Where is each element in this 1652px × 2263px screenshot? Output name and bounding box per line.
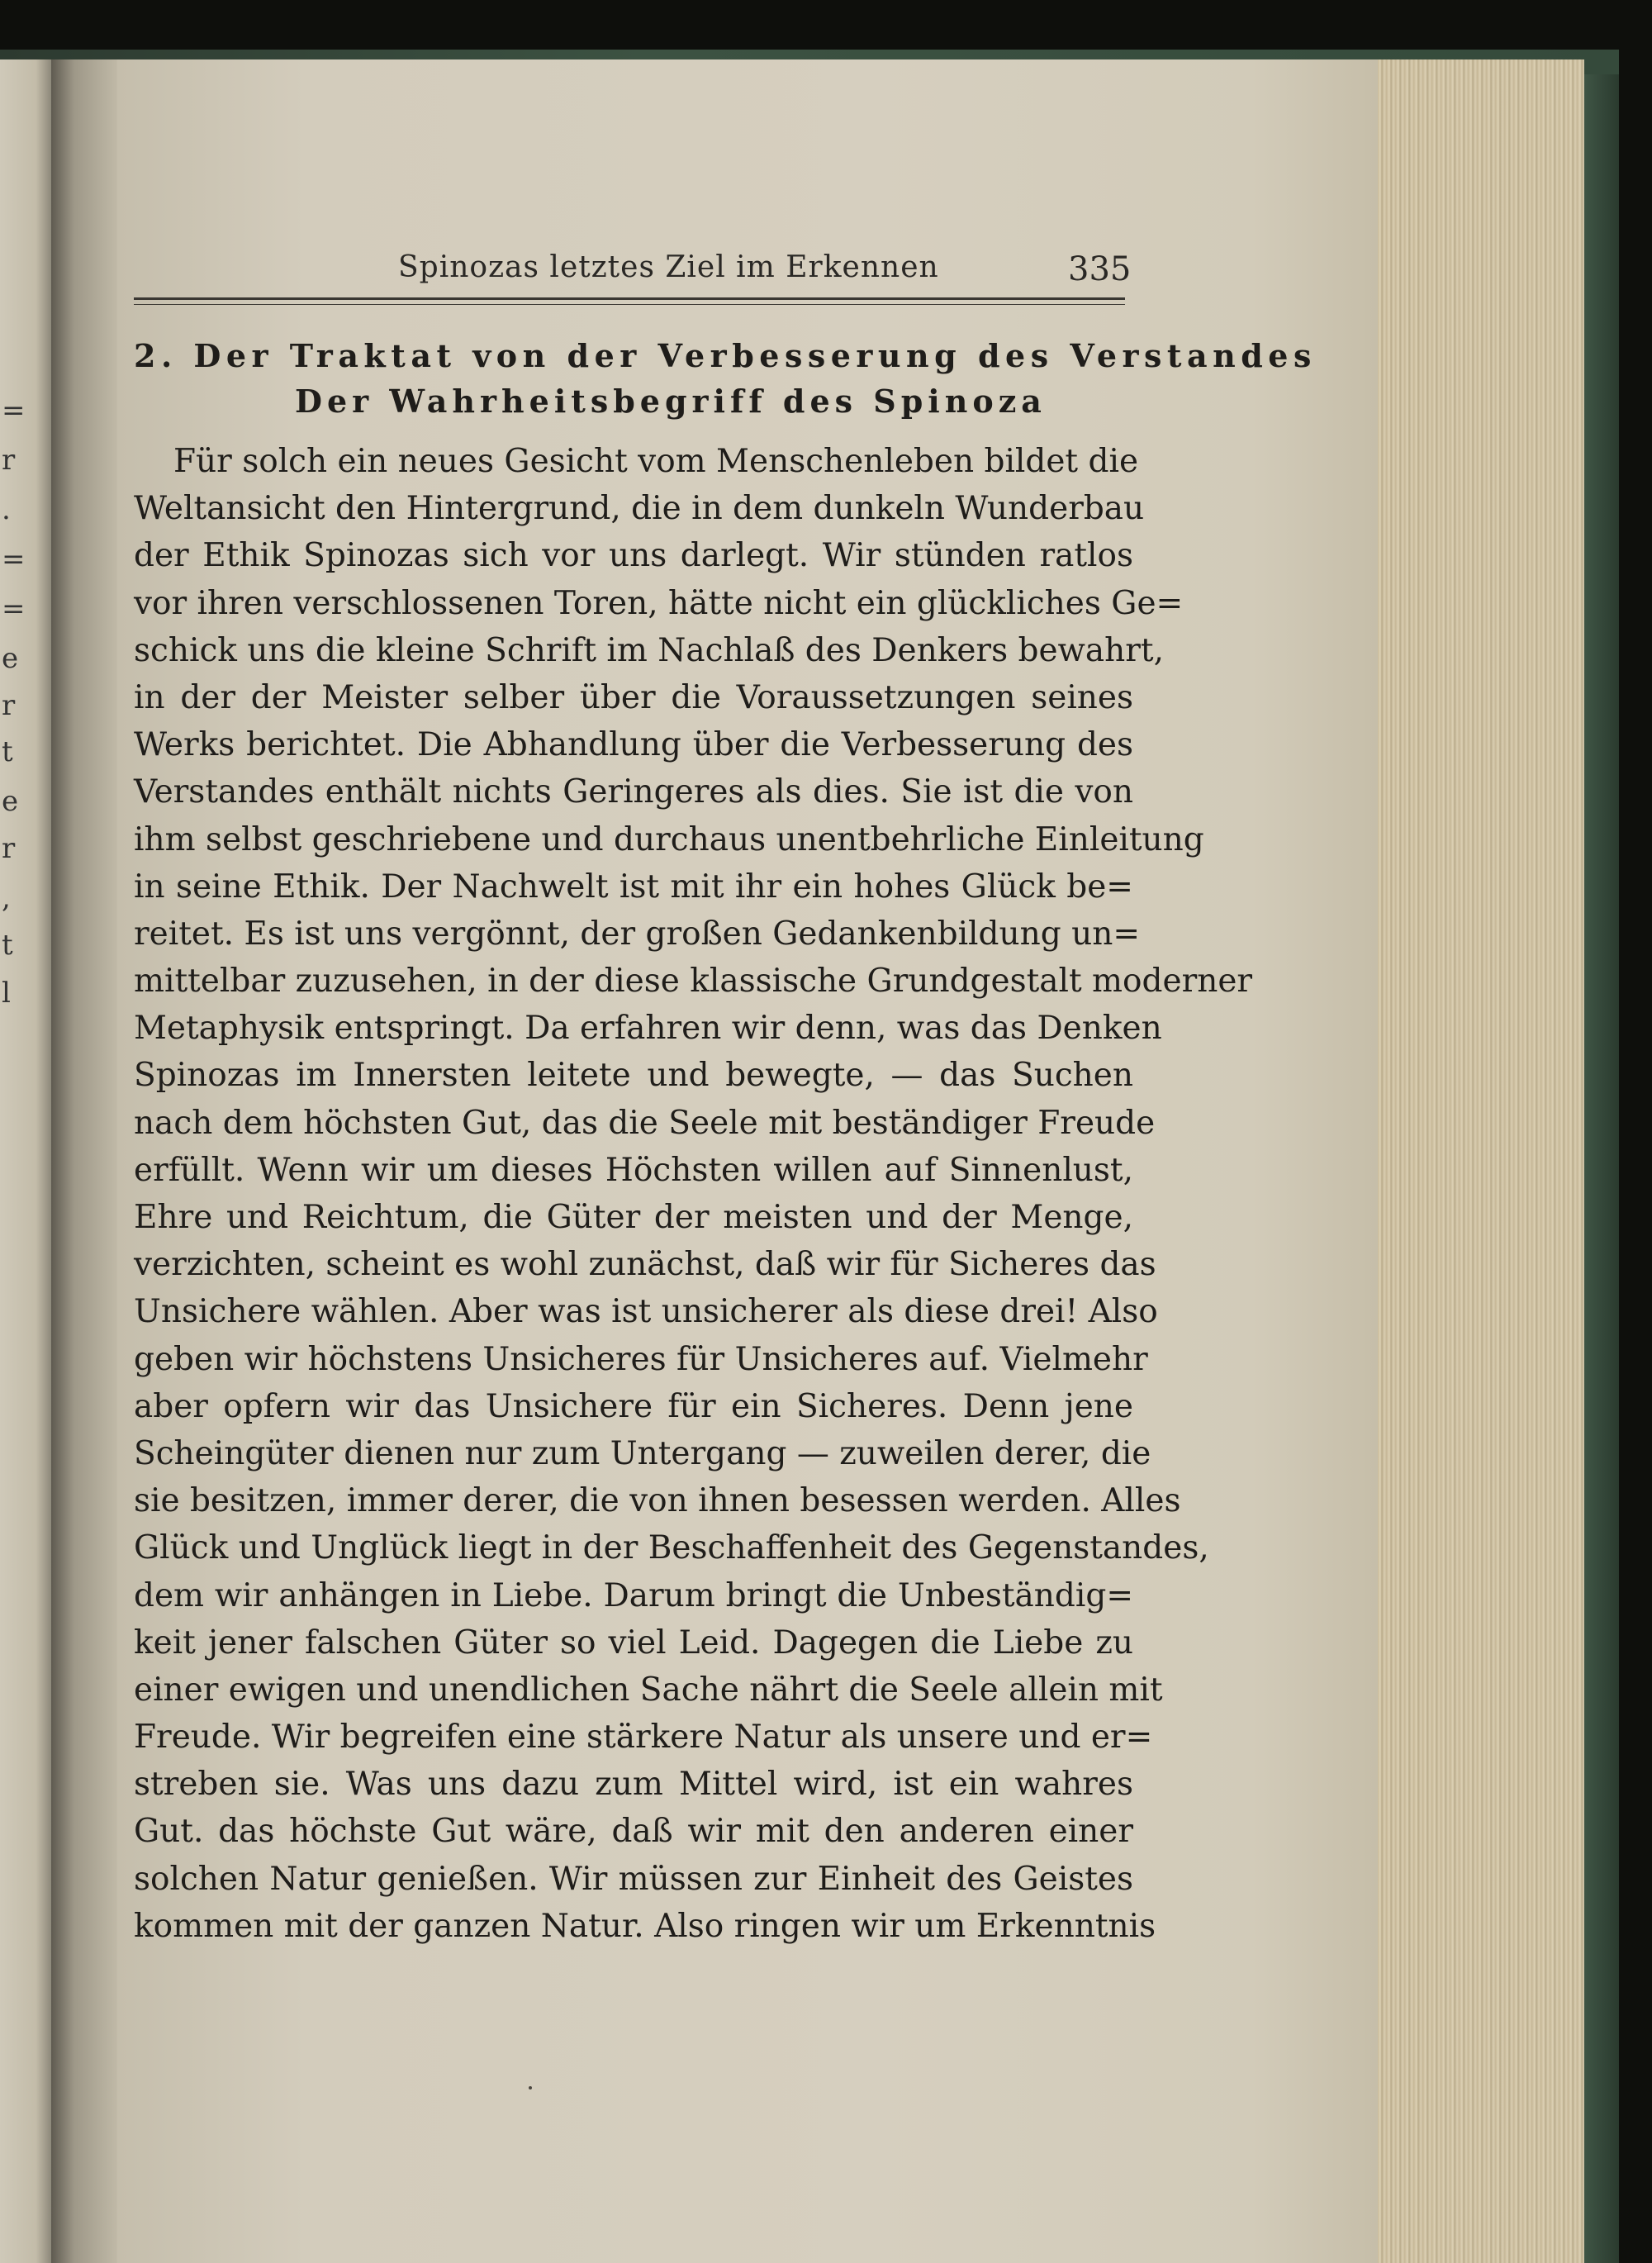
left-page-fragment: t [2,735,13,768]
cover-edge [1584,74,1619,2263]
text-line: der Ethik Spinozas sich vor uns darlegt. Wir stünden ratlos [134,537,1133,575]
book-gutter [51,59,117,2263]
text-line: Für solch ein neues Gesicht vom Menschenleben bildet die [173,443,1139,480]
text-line: Weltansicht den Hintergrund, die in dem dunkeln Wunderbau [134,490,1145,528]
text-line: streben sie. Was uns dazu zum Mittel wird, ist ein wahres [134,1766,1133,1804]
page-block-edges [1378,59,1584,2263]
text-line: Glück und Unglück liegt in der Beschaffenheit des Gegenstandes, [134,1529,1209,1567]
text-line: Freude. Wir begreifen eine stärkere Natur als unsere und er= [134,1719,1153,1757]
text-line: Metaphysik entspringt. Da erfahren wir denn, was das Denken [134,1010,1162,1048]
section-subheading: Der Wahrheitsbegriff des Spinoza [295,383,1047,420]
left-page-fragment: l [2,977,11,1010]
left-page-edge [0,59,51,2263]
left-page-fragment: t [2,929,13,962]
header-rule-thin [134,304,1125,305]
text-line: schick uns die kleine Schrift im Nachlaß des Denkers bewahrt, [134,631,1164,669]
text-line: dem wir anhängen in Liebe. Darum bringt die Unbeständig= [134,1576,1133,1614]
left-page-fragment: = [2,543,26,576]
text-line: reitet. Es ist uns vergönnt, der großen Gedankenbildung un= [134,915,1141,953]
left-page-fragment: e [2,785,19,818]
page-number: 335 [1068,250,1132,288]
text-line: Werks berichtet. Die Abhandlung über die Verbesserung des [134,726,1133,764]
text-line: keit jener falschen Güter so viel Leid. Dagegen die Liebe zu [134,1624,1133,1662]
text-line: Scheingüter dienen nur zum Untergang — zuweilen derer, die [134,1434,1151,1472]
text-line: Unsichere wählen. Aber was ist unsicherer als diese drei! Also [134,1293,1158,1331]
left-page-fragment: r [2,832,16,865]
left-page-fragment: r [2,689,16,722]
section-heading: 2. Der Traktat von der Verbesserung des Verstandes [134,337,1317,374]
text-line: vor ihren verschlossenen Toren, hätte nicht ein glückliches Ge= [134,584,1184,622]
text-line: mittelbar zuzusehen, in der diese klassische Grundgestalt moderner [134,963,1253,1001]
text-line: nach dem höchsten Gut, das die Seele mit beständiger Freude [134,1104,1156,1142]
text-line: Spinozas im Innersten leitete und bewegte, — das Suchen [134,1057,1133,1095]
text-line: in der der Meister selber über die Voraussetzungen seines [134,678,1133,716]
text-line: erfüllt. Wenn wir um dieses Höchsten willen auf Sinnenlust, [134,1151,1133,1189]
left-page-fragment: , [2,882,11,915]
left-page-fragment: r [2,444,16,477]
left-page-fragment: = [2,592,26,625]
text-line: aber opfern wir das Unsichere für ein Sicheres. Denn jene [134,1387,1133,1425]
text-line: einer ewigen und unendlichen Sache nährt die Seele allein mit [134,1671,1163,1709]
left-page-fragment: . [2,493,11,526]
text-line: sie besitzen, immer derer, die von ihnen besessen werden. Alles [134,1482,1181,1520]
text-line: in seine Ethik. Der Nachwelt ist mit ihr ein hohes Glück be= [134,868,1133,906]
header-rule [134,297,1125,300]
left-page-fragment: = [2,394,26,427]
body-text [134,438,1253,1950]
text-line: ihm selbst geschriebene und durchaus unentbehrliche Einleitung [134,820,1204,858]
text-line: verzichten, scheint es wohl zunächst, daß wir für Sicheres das [134,1246,1156,1284]
text-line: Gut. das höchste Gut wäre, daß wir mit den anderen einer [134,1813,1133,1851]
running-head: Spinozas letztes Ziel im Erkennen [398,250,939,284]
text-line: solchen Natur genießen. Wir müssen zur Einheit des Geistes [134,1860,1133,1898]
text-line: Ehre und Reichtum, die Güter der meisten und der Menge, [134,1199,1133,1236]
text-line: Verstandes enthält nichts Geringeres als dies. Sie ist die von [134,773,1133,811]
paper-speck [529,2086,532,2089]
text-line: kommen mit der ganzen Natur. Also ringen wir um Erkenntnis [134,1907,1156,1945]
left-page-fragment: e [2,642,19,675]
text-line: geben wir höchstens Unsicheres für Unsicheres auf. Vielmehr [134,1340,1148,1378]
